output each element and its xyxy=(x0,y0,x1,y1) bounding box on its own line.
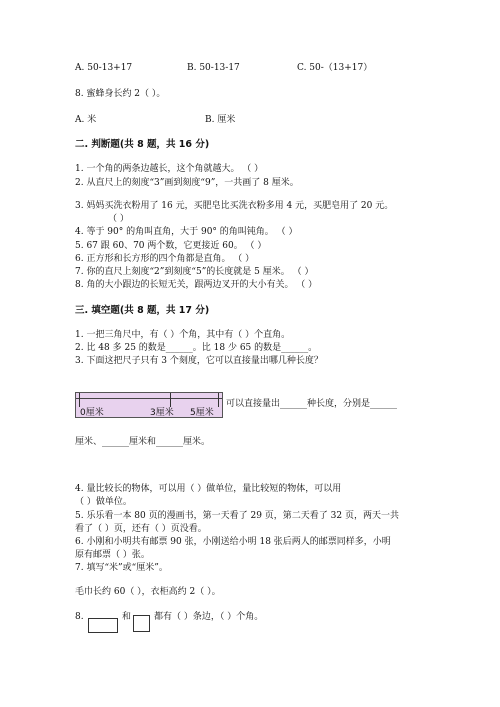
fill-item-5-line1: 5. 乐乐看一本 80 页的漫画书，第一天看了 29 页，第二天看了 32 页，两天一共 xyxy=(75,511,399,521)
fill-item-4-line2: （ ）做单位。 xyxy=(75,497,132,507)
fill-item-3-answer-line2: 厘米、______厘米和______厘米。 xyxy=(75,437,211,447)
ruler-label-5: 5厘米 xyxy=(190,408,214,418)
ruler-label-3: 3厘米 xyxy=(150,408,174,418)
fill-item-3-answer: 可以直接量出______种长度，分别是______ xyxy=(226,399,398,409)
q8-option-b: B. 厘米 xyxy=(205,115,236,125)
fill-item-7-blanks: 毛巾长约 60（ ），衣柜高约 2（ ）。 xyxy=(75,587,221,597)
fill-item-5-line2: 看了（ ）页，还有（ ）页没看。 xyxy=(75,524,207,534)
section-2-title: 二. 判断题(共 8 题，共 16 分) xyxy=(75,139,210,150)
q8-option-a: A. 米 xyxy=(75,115,97,125)
judge-item-1: 1. 一个角的两条边越长，这个角就越大。 （ ） xyxy=(75,164,264,174)
ruler-label-0: 0厘米 xyxy=(80,408,104,418)
option-b: B. 50-13-17 xyxy=(187,63,240,73)
fill-item-2: 2. 比 48 多 25 的数是______。比 18 少 65 的数是______。 xyxy=(75,343,318,353)
section-3-title: 三. 填空题(共 8 题，共 17 分) xyxy=(75,305,210,316)
fill-item-8-number: 8. xyxy=(75,612,84,622)
fill-item-8-rest: 都有（ ）条边，（ ）个角。 xyxy=(154,612,264,622)
judge-item-3-blank: （ ） xyxy=(108,214,129,224)
fill-item-7: 7. 填写“米”或“厘米”。 xyxy=(75,563,168,573)
judge-item-5: 5. 67 跟 60、70 两个数，它更接近 60。 （ ） xyxy=(75,241,267,251)
fill-item-1: 1. 一把三角尺中，有（ ）个角，其中有（ ）个直角。 xyxy=(75,330,291,340)
ruler-figure xyxy=(75,392,223,418)
fill-item-8-and: 和 xyxy=(122,612,132,622)
option-a: A. 50-13+17 xyxy=(75,63,133,73)
judge-item-4: 4. 等于 90° 的角叫直角，大于 90° 的角叫钝角。 （ ） xyxy=(75,227,298,237)
judge-item-8: 8. 角的大小跟边的长短无关，跟两边叉开的大小有关。 （ ） xyxy=(75,280,318,290)
judge-item-2: 2. 从直尺上的刻度“3”画到刻度“9”，一共画了 8 厘米。 xyxy=(75,178,299,188)
question-8: 8. 蜜蜂身长约 2（ ）。 xyxy=(75,89,166,99)
fill-item-4-line1: 4. 量比较长的物体，可以用（ ）做单位，量比较短的物体，可以用 xyxy=(75,484,342,494)
fill-item-6-line2: 原有邮票（ ）张。 xyxy=(75,550,150,560)
option-c: C. 50-（13+17） xyxy=(297,63,373,73)
judge-item-7: 7. 你的直尺上刻度“2”到刻度“5”的长度就是 5 厘米。 （ ） xyxy=(75,267,314,277)
ruler-line xyxy=(76,398,222,399)
ruler-tick-5 xyxy=(218,393,219,407)
square-shape xyxy=(133,615,150,632)
judge-item-6: 6. 正方形和长方形的四个角都是直角。 （ ） xyxy=(75,254,255,264)
fill-item-6-line1: 6. 小刚和小明共有邮票 90 张，小刚送给小明 18 张后两人的邮票同样多，小明 xyxy=(75,537,391,547)
rectangle-shape xyxy=(88,618,118,633)
fill-item-3: 3. 下面这把尺子只有 3 个刻度，它可以直接量出哪几种长度？ xyxy=(75,356,323,366)
judge-item-3: 3. 妈妈买洗衣粉用了 16 元，买肥皂比买洗衣粉多用 4 元，买肥皂用了 20 元。 xyxy=(75,201,394,211)
